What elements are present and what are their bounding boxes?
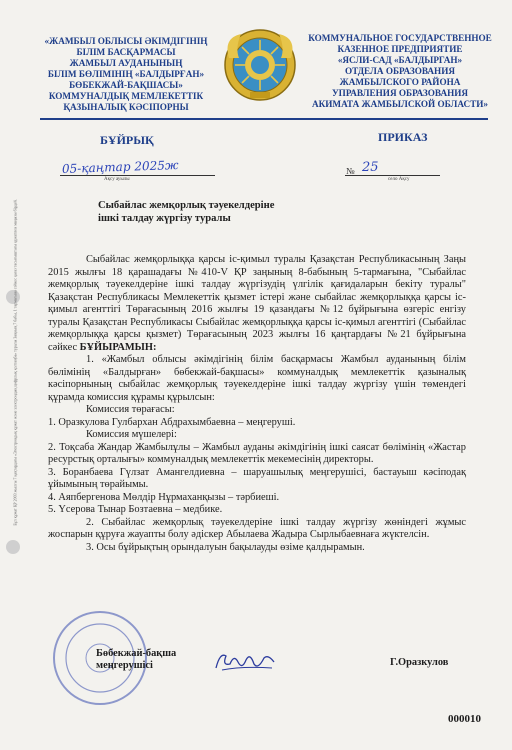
header-right-line: ЖАМБЫЛСКОГО РАЙОНА xyxy=(339,77,461,87)
members-heading: Комиссия мүшелері: xyxy=(86,429,177,440)
intro-directive: БҰЙЫРАМЫН: xyxy=(79,341,157,353)
order-subject xyxy=(98,199,274,225)
header-left-line: БІЛІМ БАСҚАРМАСЫ xyxy=(76,47,176,57)
header-right-line: АКИМАТА ЖАМБЫЛСКОЙ ОБЛАСТИ» xyxy=(311,99,489,109)
header-right-ru xyxy=(300,33,500,110)
handwritten-date: 05-қаңтар 2025ж xyxy=(61,157,179,177)
chair-heading: Комиссия төрағасы: xyxy=(86,404,175,415)
subject-line: Сыбайлас жемқорлық тәуекелдеріне xyxy=(98,200,275,211)
item-1: 1. «Жамбыл облысы әкімдігінің білім басқармасы Жамбыл ауданының білім бөлімінің «Балдырған» бөбекжай-бақшасы» коммуналдық мемлекеттік қазыналық кәсіпорнының сыбайлас жемқорлық тәуекелдеріне ішкі талдау жүргізу үшін төмендегі құрамда комиссия құрамы құрылсын: xyxy=(48,354,466,403)
header-divider xyxy=(40,118,488,120)
header-left-line: «ЖАМБЫЛ ОБЛЫСЫ ӘКІМДІГІНІҢ xyxy=(44,36,208,46)
header-left-line: ҚАЗЫНАЛЫҚ КӘСІПОРНЫ xyxy=(63,102,189,112)
header-right-line: УПРАВЛЕНИЯ ОБРАЗОВАНИЯ xyxy=(331,88,469,98)
header-right-line: ОТДЕЛА ОБРАЗОВАНИЯ xyxy=(345,66,455,76)
handwritten-number: 25 xyxy=(362,160,379,175)
chair-entry: 1. Оразкулова Гулбархан Абдрахымбаевна – меңгеруші. xyxy=(48,416,296,428)
side-legal-text: Бұл құжат ҚР 2003 жылғы 7 қаңтардағы «Электрондық құжат және электрондық цифрлық қолтаңба» туралы Заңның 7 бабы, 1 тармағына сәйкес қағаз тасығыштағы құжатпен маңызы бірдей. xyxy=(12,199,18,526)
header-left-kz xyxy=(42,36,210,113)
date-caption: Ақсу ауылы xyxy=(104,177,130,182)
intro-text: Сыбайлас жемқорлыққа қарсы іс-қимыл туралы Қазақстан Республикасының Заңы 2015 жылғы 18 қарашадағы №410-V ҚР заңының 8-бабының 5-тармағына, "Сыбайлас жемқорлық тәуекелдеріне ішкі талдау жүргізудің үлгілік қағидаларын бекіту туралы" Қазақстан Республикасы Мемлекеттік қызмет істері және сыбайлас жемқорлыққа қарсы іс-қимыл агенттігі Төрағасының 2016 жылғы 19 қазандағы №12 бұйрығына өзгеріс енгізу туралы Қазақстан Республикасы Сыбайлас жемқорлыққа қарсы іс-қимыл агенттігі (Сыбайлас жемқорлыққа қарсы қызмет) Төрағасының 2023 жылғы 16 қаңтардағы №21 бұйрығына сәйкес xyxy=(48,254,466,353)
signature-position xyxy=(96,648,176,672)
punch-hole xyxy=(6,540,20,554)
header-left-line: БӨБЕКЖАЙ-БАҚШАСЫ» xyxy=(69,80,183,90)
member-entry: 5. Үсерова Тынар Бозтаевна – медбике. xyxy=(48,504,223,515)
document-serial-number: 000010 xyxy=(448,713,481,725)
number-underline xyxy=(345,175,440,176)
title-kz: БҰЙРЫҚ xyxy=(100,133,154,147)
state-emblem-icon xyxy=(223,28,297,102)
header-left-line: КОММУНАЛДЫҚ МЕМЛЕКЕТТІК xyxy=(48,91,204,101)
header-right-line: КАЗЕННОЕ ПРЕДПРИЯТИЕ xyxy=(337,44,463,54)
number-prefix: № xyxy=(346,166,355,176)
header-right-line: КОММУНАЛЬНОЕ ГОСУДАРСТВЕННОЕ xyxy=(308,33,492,43)
item-3: 3. Осы бұйрықтың орындалуын бақылауды өзіме қалдырамын. xyxy=(86,541,365,553)
member-entry: 2. Тоқсаба Жандар Жамбылұлы – Жамбыл ауданы әкімдігінің ішкі саясат бөлімінің «Жастар ресурстық орталығы» коммуналдық мемлекеттік мекемесінің директоры. xyxy=(48,441,466,465)
item-2: 2. Сыбайлас жемқорлық тәуекелдеріне ішкі талдау жүргізу жөніндегі жұмыс жоспарын құруға жауапты болу әдіскер Абылаева Жадыра Сырлыбаевнаға жүктелсін. xyxy=(48,516,466,540)
title-ru: ПРИКАЗ xyxy=(378,130,428,144)
member-entry: 3. Боранбаева Гүлзат Амангелдиевна – шаруашылық меңгерушісі, бастауыш кәсіподақ ұйымының төрайымы. xyxy=(48,466,466,490)
signature-position-line: Бөбекжай-бақша xyxy=(96,648,177,659)
order-body xyxy=(48,254,466,554)
handwritten-signature xyxy=(212,648,282,674)
header-right-line: «ЯСЛИ-САД «БАЛДЫРГАН» xyxy=(337,55,463,65)
header-left-line: БІЛІМ БӨЛІМІНІҢ «БАЛДЫРҒАН» xyxy=(47,69,205,79)
signatory-name: Г.Оразкулов xyxy=(390,657,449,668)
member-entry: 4. Аяпбергенова Мөлдір Нұрмаханқызы – тәрбиеші. xyxy=(48,491,280,503)
subject-line: ішкі талдау жүргізу туралы xyxy=(98,213,231,224)
intro-paragraph xyxy=(48,254,466,354)
header-left-line: ЖАМБЫЛ АУДАНЫНЫҢ xyxy=(69,58,183,68)
signature-position-line: меңгерушісі xyxy=(96,660,153,671)
date-underline xyxy=(60,175,215,176)
number-caption: село Ақсу xyxy=(388,177,410,182)
